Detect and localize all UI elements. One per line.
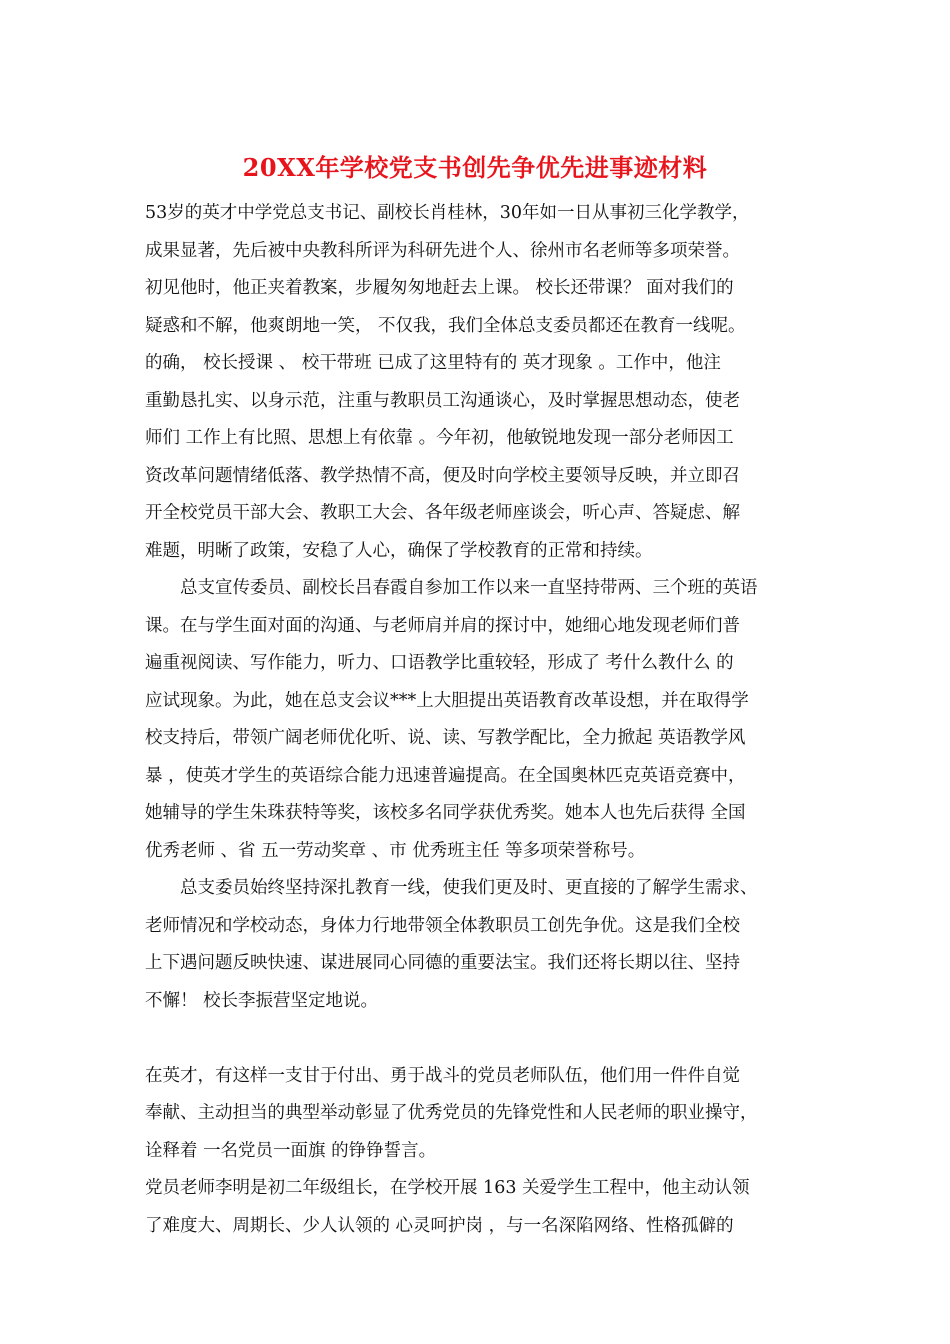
text-line: 资改革问题情绪低落、教学热情不高，便及时向学校主要领导反映，并立即召 <box>145 465 740 486</box>
text-line: 党员老师李明是初二年级组长，在学校开展 163 关爱学生工程中，他主动认领 <box>145 1178 750 1198</box>
text-line: 难题，明晰了政策，安稳了人心，确保了学校教育的正常和持续。 <box>145 540 653 561</box>
text-line: 的确， 校长授课 、 校干带班 已成了这里特有的 英才现象 。工作中，他注 <box>145 353 721 373</box>
text-line: 奉献、主动担当的典型举动彰显了优秀党员的先锋党性和人民老师的职业操守， <box>145 1103 758 1123</box>
text-line: 总支宣传委员、副校长吕春霞自参加工作以来一直坚持带两、三个班的英语 <box>145 578 758 598</box>
text-line: 重勤恳扎实、以身示范，注重与教职员工沟通谈心，及时掌握思想动态，使老 <box>145 390 740 411</box>
text-line: 上下遇问题反映快速、谋进展同心同德的重要法宝。我们还将长期以往、坚持 <box>145 953 740 973</box>
document-body <box>145 195 810 1245</box>
text-line: 疑惑和不解，他爽朗地一笑， 不仅我，我们全体总支委员都还在教育一线呢。 <box>145 315 746 336</box>
document-title: 20XX年学校党支书创先争优先进事迹材料 <box>242 153 708 182</box>
text-line: 开全校党员干部大会、教职工大会、各年级老师座谈会，听心声、答疑虑、解 <box>145 503 740 523</box>
text-line: 诠释着 一名党员一面旗 的铮铮誓言。 <box>145 1140 437 1161</box>
text-line: 了难度大、周期长、少人认领的 心灵呵护岗 ，与一名深陷网络、性格孤僻的 <box>145 1215 734 1236</box>
text-line: 在英才，有这样一支甘于付出、勇于战斗的党员老师队伍，他们用一件件自觉 <box>145 1065 740 1086</box>
text-line: 师们 工作上有比照、思想上有依靠 。今年初，他敏锐地发现一部分老师因工 <box>145 428 734 448</box>
text-line: 应试现象。为此，她在总支会议***上大胆提出英语教育改革设想，并在取得学 <box>145 690 749 711</box>
text-line: 遍重视阅读、写作能力，听力、口语教学比重较轻，形成了 考什么教什么 的 <box>145 653 734 673</box>
text-line: 成果显著，先后被中央教科所评为科研先进个人、徐州市名老师等多项荣誉。 <box>145 240 740 261</box>
text-line: 53岁的英才中学党总支书记、副校长肖桂林，30年如一日从事初三化学教学， <box>145 203 750 223</box>
text-line: 总支委员始终坚持深扎教育一线，使我们更及时、更直接的了解学生需求、 <box>145 878 758 898</box>
text-line: 校支持后，带领广阔老师优化听、说、读、写教学配比，全力掀起 英语教学风 <box>145 728 746 748</box>
text-line: 优秀老师 、省 五一劳动奖章 、市 优秀班主任 等多项荣誉称号。 <box>145 840 646 861</box>
text-line: 初见他时，他正夹着教案，步履匆匆地赶去上课。 校长还带课？ 面对我们的 <box>145 278 734 298</box>
blank-line <box>145 1020 810 1058</box>
text-line: 老师情况和学校动态，身体力行地带领全体教职员工创先争优。这是我们全校 <box>145 915 740 936</box>
text-line: 暴 ，使英才学生的英语综合能力迅速普遍提高。在全国奥林匹克英语竞赛中， <box>145 765 746 786</box>
text-line: 课。在与学生面对面的沟通、与老师肩并肩的探讨中，她细心地发现老师们普 <box>145 615 740 636</box>
text-line: 不懈！ 校长李振营坚定地说。 <box>145 990 379 1011</box>
text-line: 她辅导的学生朱珠获特等奖，该校多名同学获优秀奖。她本人也先后获得 全国 <box>145 803 746 823</box>
